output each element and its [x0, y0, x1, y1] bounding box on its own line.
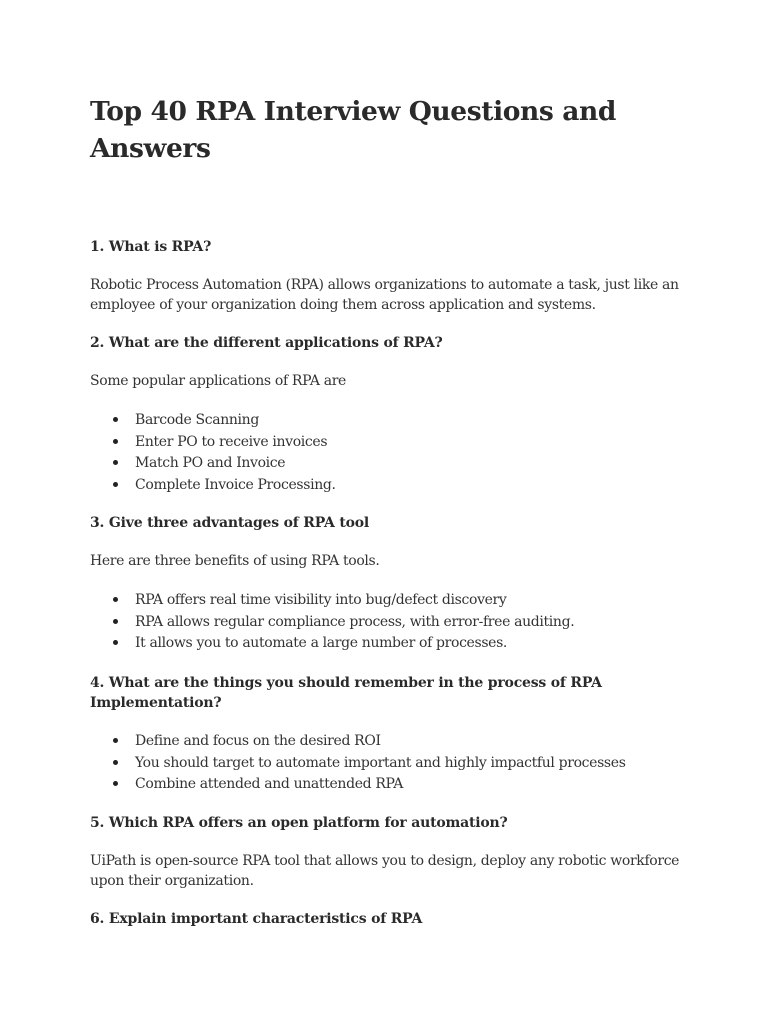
- bullet-icon: [113, 640, 118, 645]
- bullet-icon: [113, 760, 118, 765]
- question-heading-2: 2. What are the different applications of RPA?: [90, 335, 443, 351]
- question-heading-4: 4. What are the things you should remember in the process of RPA Implementation?: [90, 675, 602, 711]
- answer-paragraph-2: Some popular applications of RPA are: [90, 373, 346, 389]
- question-heading-1: 1. What is RPA?: [90, 239, 212, 255]
- list-item: [90, 731, 650, 753]
- answer-paragraph-3: Here are three benefits of using RPA tools.: [90, 553, 380, 569]
- list-item-text: Match PO and Invoice: [135, 455, 286, 471]
- bullet-icon: [113, 482, 118, 487]
- list-item-text: Define and focus on the desired ROI: [135, 733, 381, 749]
- bullet-list-2: [90, 410, 650, 496]
- bullet-icon: [113, 597, 118, 602]
- list-item-text: Barcode Scanning: [135, 412, 259, 428]
- bullet-icon: [113, 781, 118, 786]
- list-item: [90, 612, 650, 634]
- question-heading-6: 6. Explain important characteristics of RPA: [90, 911, 423, 927]
- question-heading-5: 5. Which RPA offers an open platform for automation?: [90, 815, 508, 831]
- list-item: [90, 753, 650, 775]
- answer-paragraph-1: Robotic Process Automation (RPA) allows organizations to automate a task, just like an employee of your organization doing them across application and systems.: [90, 277, 679, 313]
- list-item-text: RPA offers real time visibility into bug/defect discovery: [135, 592, 507, 608]
- bullet-icon: [113, 738, 118, 743]
- list-item: [90, 633, 650, 655]
- list-item-text: Enter PO to receive invoices: [135, 433, 328, 450]
- list-item-text: RPA allows regular compliance process, with error-free auditing.: [135, 613, 575, 630]
- answer-paragraph-5: UiPath is open-source RPA tool that allows you to design, deploy any robotic workforce upon their organization.: [90, 853, 680, 889]
- bullet-icon: [113, 439, 118, 444]
- list-item: [90, 432, 650, 454]
- bullet-icon: [113, 417, 118, 422]
- bullet-list-4: [90, 731, 650, 796]
- list-item: [90, 590, 650, 612]
- bullet-icon: [113, 460, 118, 465]
- bullet-list-3: [90, 590, 650, 655]
- bullet-icon: [113, 619, 118, 624]
- list-item: [90, 475, 650, 497]
- list-item-text: You should target to automate important and highly impactful processes: [135, 754, 626, 771]
- list-item-text: It allows you to automate a large number of processes.: [135, 635, 508, 651]
- list-item: [90, 453, 650, 475]
- list-item-text: Combine attended and unattended RPA: [135, 776, 404, 792]
- list-item-text: Complete Invoice Processing.: [135, 476, 336, 493]
- page-title: Top 40 RPA Interview Questions and Answers: [90, 96, 617, 164]
- list-item: [90, 774, 650, 796]
- list-item: [90, 410, 650, 432]
- question-heading-3: 3. Give three advantages of RPA tool: [90, 515, 370, 531]
